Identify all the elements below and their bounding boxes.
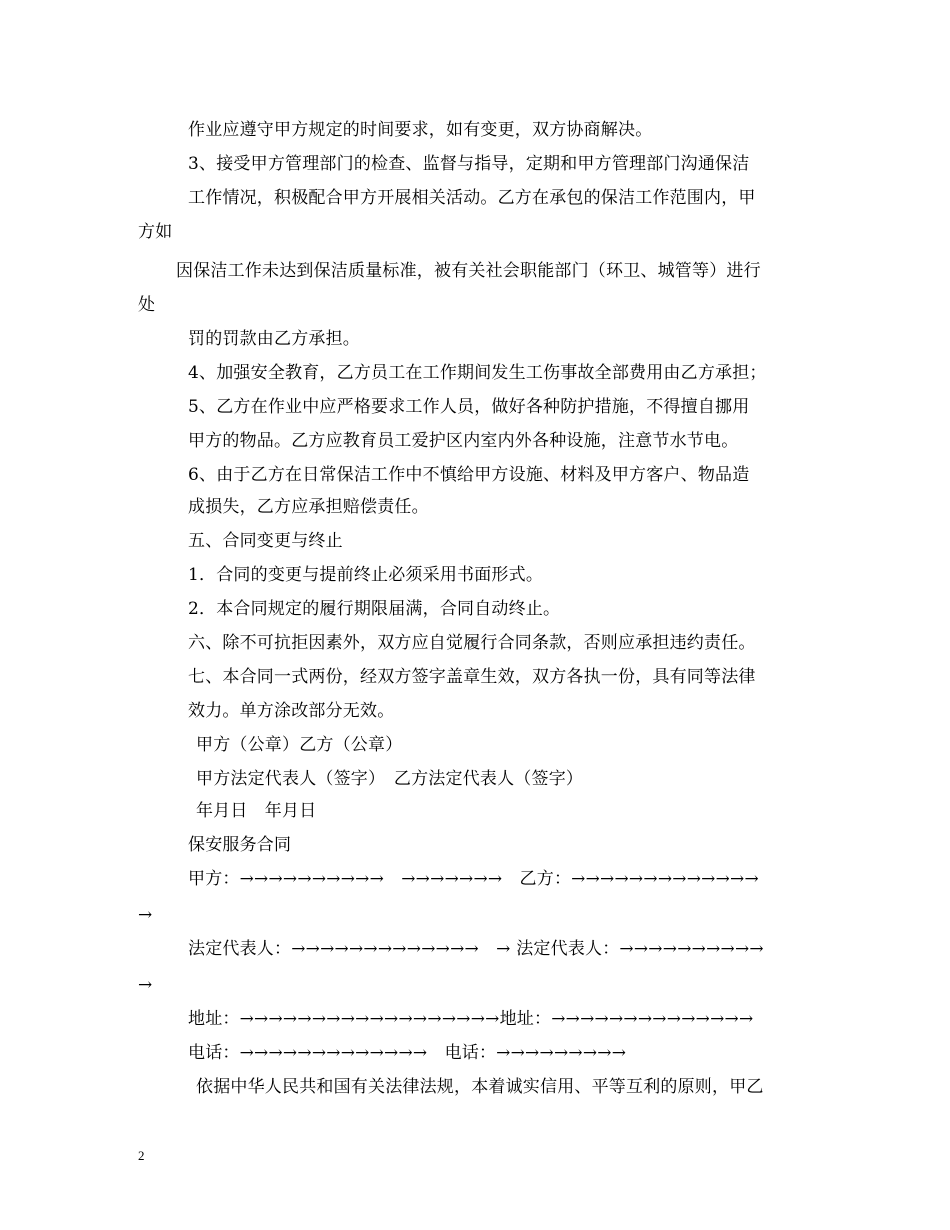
text-line: 因保洁工作未达到保洁质量标准，被有关社会职能部门（环卫、城管等）进行 — [176, 261, 761, 281]
address-line: 地址：→→→→→→→→→→→→→→→→→→地址：→→→→→→→→→→→→→→ — [188, 1009, 754, 1029]
text-line: 1．合同的变更与提前终止必须采用书面形式。 — [188, 565, 544, 585]
text-line: 罚的罚款由乙方承担。 — [188, 329, 360, 349]
text-line: 作业应遵守甲方规定的时间要求，如有变更，双方协商解决。 — [188, 120, 653, 140]
text-line: 甲方的物品。乙方应教育员工爱护区内室内外各种设施，注意节水节电。 — [188, 431, 739, 451]
text-line: 依据中华人民共和国有关法律法规，本着诚实信用、平等互利的原则，甲乙 — [196, 1077, 764, 1097]
text-line: 效力。单方涂改部分无效。 — [188, 701, 395, 721]
section-heading: 五、合同变更与终止 — [188, 531, 343, 551]
text-line: 4、加强安全教育，乙方员工在工作期间发生工伤事故全部费用由乙方承担； — [188, 363, 767, 383]
text-line: → — [138, 905, 153, 925]
text-line: 七、本合同一式两份，经双方签字盖章生效，双方各执一份，具有同等法律 — [188, 667, 756, 687]
signature-line: 甲方法定代表人（签字） 乙方法定代表人（签字） — [196, 769, 584, 789]
text-line: 六、除不可抗拒因素外，双方应自觉履行合同条款，否则应承担违约责任。 — [188, 633, 756, 653]
party-line: 甲方：→→→→→→→→→→ →→→→→→→ 乙方：→→→→→→→→→→→→→ — [188, 869, 759, 889]
seal-line: 甲方（公章）乙方（公章） — [196, 735, 403, 755]
text-line: 5、乙方在作业中应严格要求工作人员，做好各种防护措施，不得擅自挪用 — [188, 397, 750, 417]
page-number: 2 — [138, 1148, 145, 1163]
text-line: → — [138, 975, 153, 995]
text-line: 3、接受甲方管理部门的检查、监督与指导，定期和甲方管理部门沟通保洁 — [188, 154, 750, 174]
text-line: 方如 — [138, 222, 173, 242]
text-line: 2．本合同规定的履行期限届满，合同自动终止。 — [188, 599, 561, 619]
phone-line: 电话：→→→→→→→→→→→→→ 电话：→→→→→→→→→ — [188, 1043, 627, 1063]
text-line: 6、由于乙方在日常保洁工作中不慎给甲方设施、材料及甲方客户、物品造 — [188, 465, 750, 485]
contract-title: 保安服务合同 — [188, 835, 292, 855]
text-line: 成损失，乙方应承担赔偿责任。 — [188, 497, 429, 517]
date-line: 年月日 年月日 — [196, 801, 317, 821]
representative-line: 法定代表人：→→→→→→→→→→→→→ → 法定代表人：→→→→→→→→→→ — [188, 939, 764, 959]
text-line: 工作情况，积极配合甲方开展相关活动。乙方在承包的保洁工作范围内，甲 — [188, 188, 756, 208]
text-line: 处 — [138, 295, 156, 315]
